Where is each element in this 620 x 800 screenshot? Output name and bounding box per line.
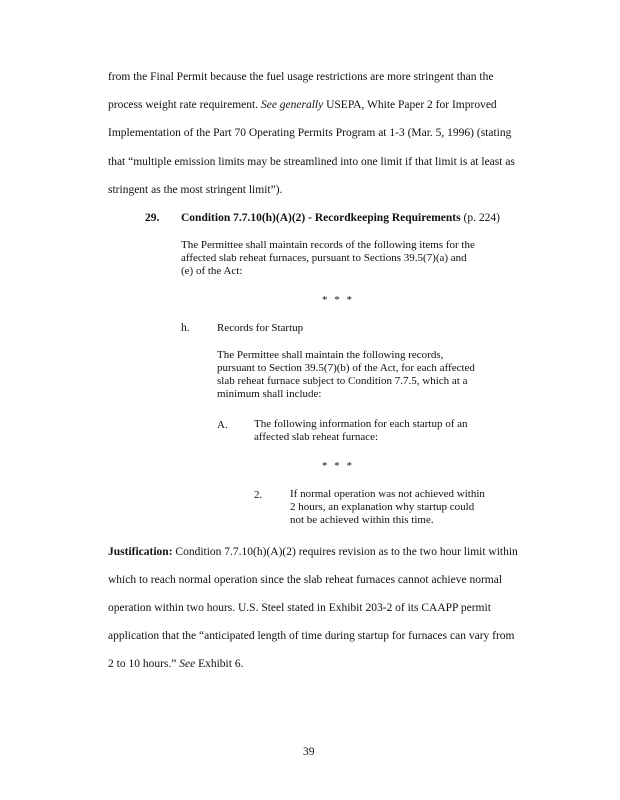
block-line: If normal operation was not achieved within [290,488,485,500]
block-line: pursuant to Section 39.5(7)(b) of the Act, for each affected [217,362,475,374]
subsection-h-text [217,349,517,401]
item-number: 29. [145,212,160,224]
block-line: The Permittee shall maintain records of the following items for the [181,239,475,251]
text-segment: process weight rate requirement. [108,99,259,111]
subsection-title: Records for Startup [217,322,304,334]
text-segment: Exhibit 6. [198,658,244,670]
item-heading [181,211,500,225]
block-line: (e) of the Act: [181,265,243,277]
subsection-2-text [290,488,520,527]
justification-line: operation within two hours. U.S. Steel stated in Exhibit 203-2 of its CAAPP permit [108,602,491,614]
subsection-label: 2. [254,489,263,501]
paragraph-line: from the Final Permit because the fuel usage restrictions are more stringent than the [108,71,494,83]
text-segment: Condition 7.7.10(h)(A)(2) requires revision as to the two hour limit within [175,546,518,558]
paragraph-line: Implementation of the Part 70 Operating Permits Program at 1-3 (Mar. 5, 1996) (stating [108,127,512,139]
condition-intro [181,239,511,278]
block-line: The Permittee shall maintain the following records, [217,349,444,361]
page-number: 39 [303,746,315,758]
ellipsis-stars: * * * [322,460,354,472]
page-reference: (p. 224) [463,212,500,224]
citation-signal: See generally [260,99,324,111]
justification-line: which to reach normal operation since the slab reheat furnaces cannot achieve normal [108,574,503,586]
paragraph-line: stringent as the most stringent limit”). [108,184,283,196]
block-line: affected slab reheat furnaces, pursuant to Sections 39.5(7)(a) and [181,252,467,264]
justification-line [108,657,243,671]
paragraph-line [108,98,497,112]
heading-text: Condition 7.7.10(h)(A)(2) - Recordkeeping Requirements [181,212,461,224]
ellipsis-stars: * * * [322,294,354,306]
justification-line [108,545,518,559]
text-segment: USEPA, White Paper 2 for Improved [326,99,497,111]
paragraph-line: that “multiple emission limits may be streamlined into one limit if that limit is at least as [108,156,515,168]
citation-signal: See [179,658,196,670]
block-line: affected slab reheat furnace: [254,431,379,443]
block-line: not be achieved within this time. [290,514,434,526]
text-segment: 2 to 10 hours.” [108,658,177,670]
subsection-label: h. [181,322,190,334]
block-line: slab reheat furnace subject to Condition 7.7.5, which at a [217,375,468,387]
block-line: The following information for each startup of an [254,418,468,430]
subsection-A-text [254,418,514,444]
block-line: minimum shall include: [217,388,322,400]
block-line: 2 hours, an explanation why startup could [290,501,475,513]
justification-label: Justification: [108,546,173,558]
subsection-label: A. [217,419,228,431]
justification-line: application that the “anticipated length of time during startup for furnaces can vary from [108,630,515,642]
